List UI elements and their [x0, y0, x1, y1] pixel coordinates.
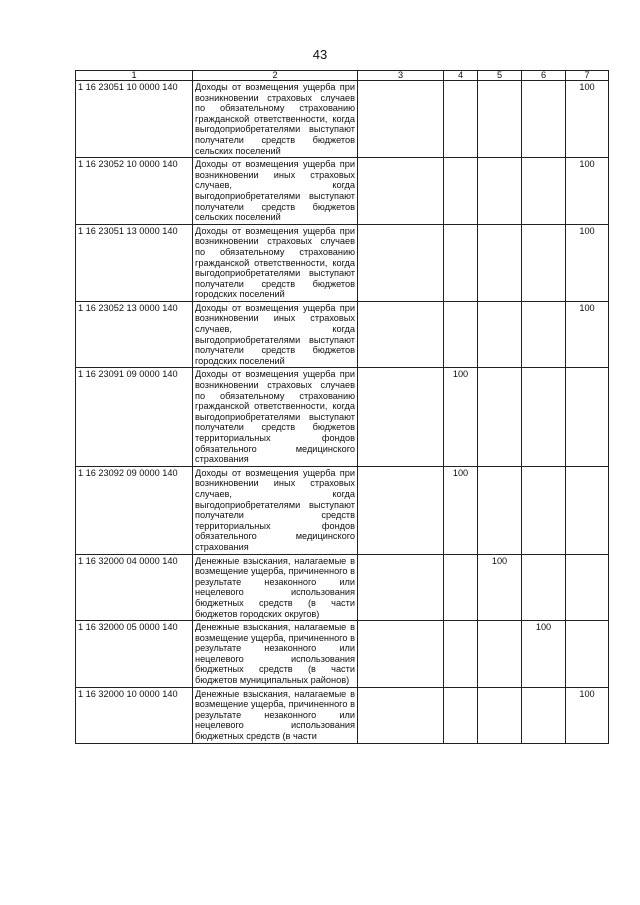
kbk-code-cell: 1 16 32000 05 0000 140: [76, 621, 193, 688]
share-cell-col-5: [478, 687, 522, 743]
kbk-code-cell: 1 16 23052 10 0000 140: [76, 158, 193, 225]
share-cell-col-6: [522, 687, 566, 743]
description-cell: Доходы от возмещения ущерба при возникновении иных страховых случаев, когда выгодоприобретателями выступают получатели средств бюджетов сельских поселений: [193, 158, 358, 225]
share-cell-col-3: [358, 368, 444, 466]
table-row: [76, 621, 609, 688]
description-cell: Доходы от возмещения ущерба при возникновении иных страховых случаев, когда выгодоприобретателями выступают получатели средств территориальных фондов обязательного медицинского страхования: [193, 466, 358, 554]
share-cell-col-6: [522, 301, 566, 368]
share-cell-col-4: [444, 224, 478, 301]
table-row: [76, 81, 609, 158]
header-col-6: 6: [522, 71, 566, 81]
header-col-1: 1: [76, 71, 193, 81]
share-cell-col-7: 100: [566, 224, 609, 301]
description-cell: Денежные взыскания, налагаемые в возмещение ущерба, причиненного в результате незаконного или нецелевого использования бюджетных средств (в части бюджетов муниципальных районов): [193, 621, 358, 688]
kbk-code-cell: 1 16 23091 09 0000 140: [76, 368, 193, 466]
description-cell: Доходы от возмещения ущерба при возникновении страховых случаев по обязательному страхованию гражданской ответственности, когда выгодоприобретателями выступают получатели средств бюджетов территориальных фондов обязательного медицинского страхования: [193, 368, 358, 466]
share-cell-col-4: [444, 158, 478, 225]
share-cell-col-5: [478, 81, 522, 158]
share-cell-col-3: [358, 158, 444, 225]
share-cell-col-3: [358, 554, 444, 621]
share-cell-col-3: [358, 301, 444, 368]
table-row: [76, 224, 609, 301]
kbk-code-cell: 1 16 32000 10 0000 140: [76, 687, 193, 743]
share-cell-col-7: 100: [566, 301, 609, 368]
share-cell-col-7: 100: [566, 687, 609, 743]
description-cell: Доходы от возмещения ущерба при возникновении страховых случаев по обязательному страхованию гражданской ответственности, когда выгодоприобретателями выступают получатели средств бюджетов сельских поселений: [193, 81, 358, 158]
share-cell-col-7: [566, 554, 609, 621]
share-cell-col-5: [478, 368, 522, 466]
share-cell-col-3: [358, 687, 444, 743]
header-col-2: 2: [193, 71, 358, 81]
share-cell-col-5: [478, 301, 522, 368]
share-cell-col-4: [444, 301, 478, 368]
share-cell-col-6: [522, 554, 566, 621]
share-cell-col-4: 100: [444, 466, 478, 554]
kbk-code-cell: 1 16 23051 10 0000 140: [76, 81, 193, 158]
table-row: [76, 368, 609, 466]
kbk-code-cell: 1 16 23092 09 0000 140: [76, 466, 193, 554]
table-header-row: [76, 71, 609, 81]
share-cell-col-4: [444, 621, 478, 688]
share-cell-col-5: 100: [478, 554, 522, 621]
share-cell-col-5: [478, 621, 522, 688]
share-cell-col-6: 100: [522, 621, 566, 688]
share-cell-col-5: [478, 224, 522, 301]
description-cell: Доходы от возмещения ущерба при возникновении страховых случаев по обязательному страхованию гражданской ответственности, когда выгодоприобретателями выступают получатели средств бюджетов городских поселений: [193, 224, 358, 301]
share-cell-col-4: [444, 81, 478, 158]
table-row: [76, 158, 609, 225]
share-cell-col-6: [522, 81, 566, 158]
revenue-distribution-table: [75, 70, 609, 744]
share-cell-col-7: [566, 466, 609, 554]
share-cell-col-6: [522, 368, 566, 466]
header-col-4: 4: [444, 71, 478, 81]
kbk-code-cell: 1 16 23051 13 0000 140: [76, 224, 193, 301]
kbk-code-cell: 1 16 23052 13 0000 140: [76, 301, 193, 368]
description-cell: Доходы от возмещения ущерба при возникновении иных страховых случаев, когда выгодоприобретателями выступают получатели средств бюджетов городских поселений: [193, 301, 358, 368]
table-body: [76, 81, 609, 744]
kbk-code-cell: 1 16 32000 04 0000 140: [76, 554, 193, 621]
share-cell-col-3: [358, 466, 444, 554]
share-cell-col-4: 100: [444, 368, 478, 466]
share-cell-col-3: [358, 621, 444, 688]
share-cell-col-3: [358, 224, 444, 301]
share-cell-col-6: [522, 466, 566, 554]
header-col-7: 7: [566, 71, 609, 81]
share-cell-col-7: 100: [566, 158, 609, 225]
header-col-5: 5: [478, 71, 522, 81]
share-cell-col-6: [522, 224, 566, 301]
share-cell-col-7: 100: [566, 81, 609, 158]
description-cell: Денежные взыскания, налагаемые в возмещение ущерба, причиненного в результате незаконного или нецелевого использования бюджетных средств (в части бюджетов городских округов): [193, 554, 358, 621]
share-cell-col-4: [444, 687, 478, 743]
table-row: [76, 301, 609, 368]
share-cell-col-5: [478, 466, 522, 554]
table-row: [76, 466, 609, 554]
share-cell-col-4: [444, 554, 478, 621]
share-cell-col-5: [478, 158, 522, 225]
table-row: [76, 687, 609, 743]
share-cell-col-7: [566, 621, 609, 688]
header-col-3: 3: [358, 71, 444, 81]
share-cell-col-6: [522, 158, 566, 225]
share-cell-col-7: [566, 368, 609, 466]
page-number: 43: [312, 47, 328, 62]
table-row: [76, 554, 609, 621]
share-cell-col-3: [358, 81, 444, 158]
description-cell: Денежные взыскания, налагаемые в возмещение ущерба, причиненного в результате незаконного или нецелевого использования бюджетных средств (в части: [193, 687, 358, 743]
